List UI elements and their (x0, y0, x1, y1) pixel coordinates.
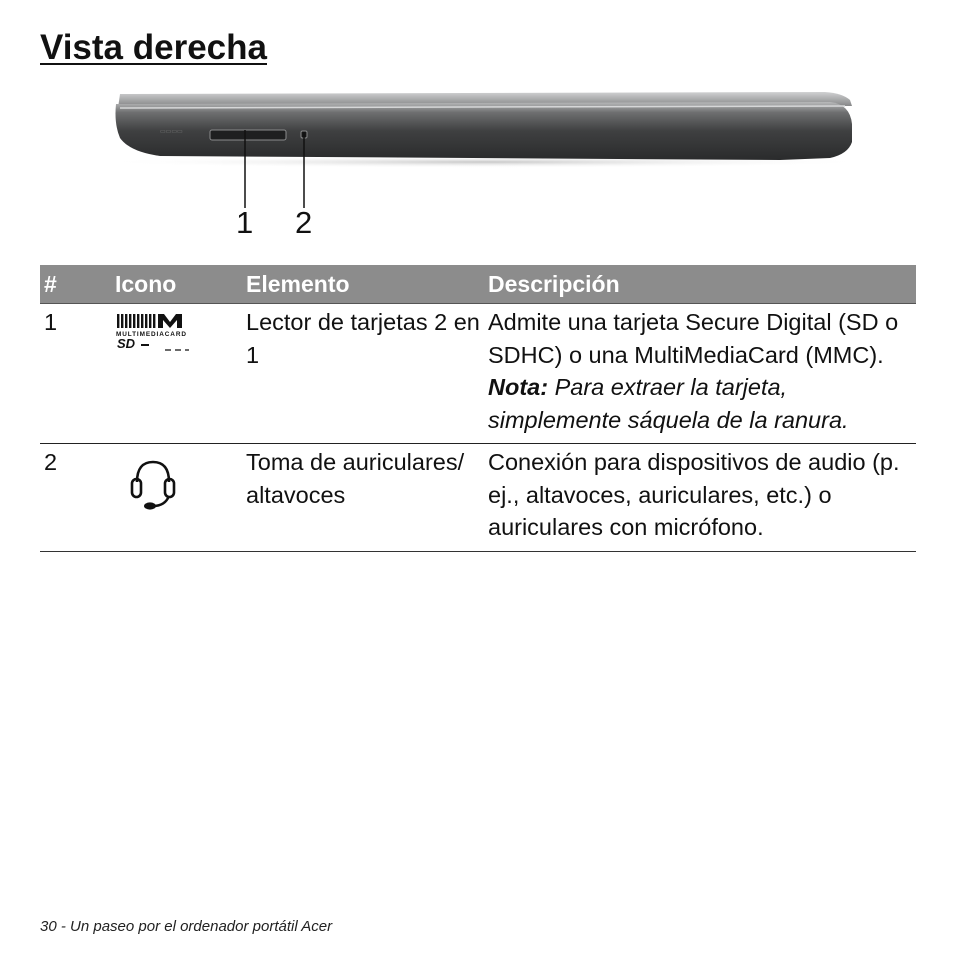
page-footer: 30 - Un paseo por el ordenador portátil Acer (40, 918, 333, 935)
side-label-engraving: ▭▭▭▭ (160, 129, 183, 135)
card-reader-slot (210, 130, 286, 140)
header-icon: Icono (111, 265, 242, 304)
note-label: Nota: (488, 374, 549, 400)
table-row (40, 304, 916, 444)
header-description: Descripción (484, 265, 916, 304)
table-header-row (40, 265, 916, 304)
row-item: Lector de tarjetas 2 en 1 (242, 304, 484, 444)
sd-mmc-card-icon (115, 312, 191, 354)
page-title: Vista derecha (40, 28, 267, 67)
header-num: # (40, 265, 111, 304)
sd-label: SD (117, 336, 136, 351)
description-text: Admite una tarjeta Secure Digital (SD o SDHC) o una MultiMediaCard (MMC). (488, 309, 899, 368)
row-number: 2 (40, 444, 111, 552)
mmc-label: MULTIMEDIACARD (116, 331, 186, 338)
callout-number-1: 1 (236, 205, 254, 240)
headset-icon (115, 454, 191, 518)
row-item: Toma de auriculares/ altavoces (242, 444, 484, 552)
ports-table (40, 265, 916, 552)
row-description: Conexión para dispositivos de audio (p. ej., altavoces, auriculares, etc.) o auriculares con micrófono. (484, 444, 916, 552)
laptop-right-side-illustration (90, 86, 880, 256)
row-number: 1 (40, 304, 111, 444)
header-item: Elemento (242, 265, 484, 304)
callout-number-2: 2 (295, 205, 313, 240)
row-description (484, 304, 916, 444)
note-text: Para extraer la tarjeta, simplemente sáquela de la ranura. (488, 374, 849, 433)
table-row (40, 444, 916, 552)
